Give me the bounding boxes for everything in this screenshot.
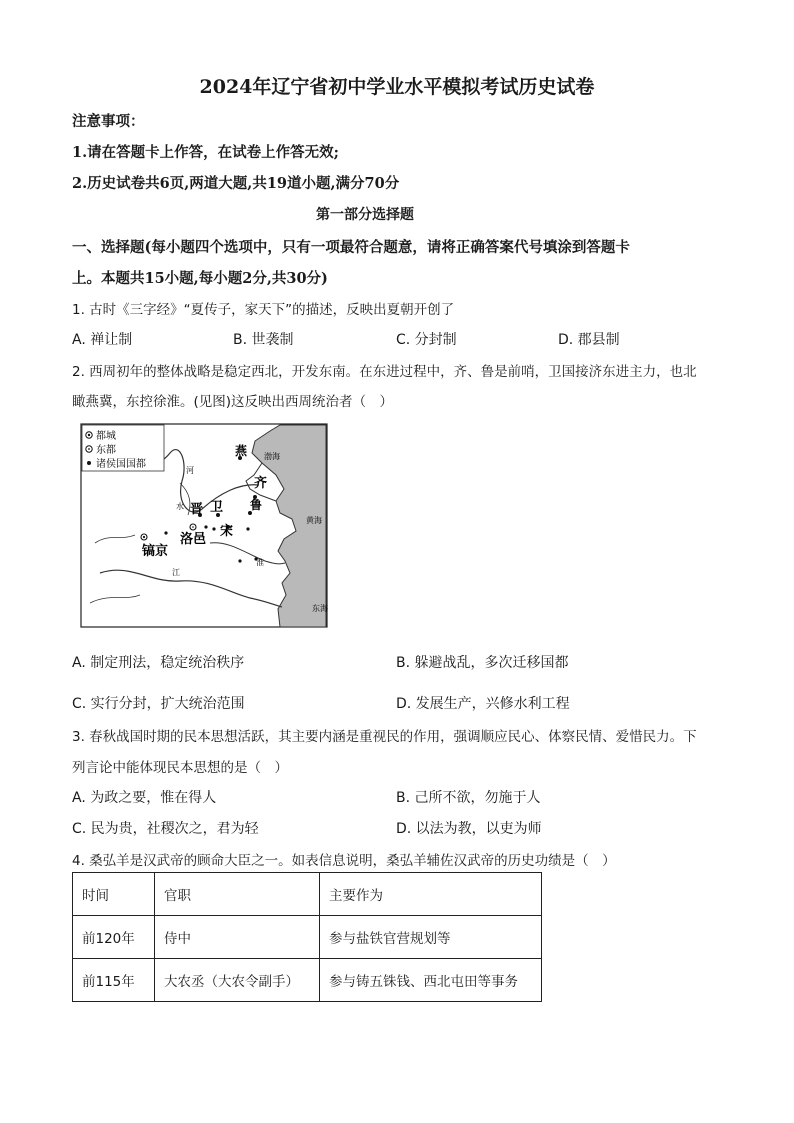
table-cell: 参与铸五铢钱、西北屯田等事务 <box>320 959 542 1002</box>
label-qi: 齐 <box>254 476 268 491</box>
legend-label-vassal: 诸侯国国都 <box>96 459 146 470</box>
table-row <box>73 959 542 1002</box>
section-instruction-2: 上。本题共15小题,每小题2分,共30分) <box>72 270 328 287</box>
label-huanghai: 黄海 <box>306 516 322 525</box>
q2-option-d: D. 发展生产，兴修水利工程 <box>396 696 570 712</box>
q2-option-c: C. 实行分封，扩大统治范围 <box>72 696 245 712</box>
label-luoyi: 洛邑 <box>180 532 207 547</box>
label-bohai: 渤海 <box>264 452 280 461</box>
q3-option-b: B. 己所不欲，勿施于人 <box>396 790 541 806</box>
label-yan: 燕 <box>235 444 248 458</box>
page-title: 2024年辽宁省初中学业水平模拟考试历史试卷 <box>199 76 595 98</box>
label-song: 宋 <box>220 524 234 539</box>
table-cell: 参与盐铁官营规划等 <box>320 916 542 959</box>
table-header: 官职 <box>155 873 320 916</box>
legend-label-east-capital: 东都 <box>96 445 116 456</box>
table-header: 主要作为 <box>320 873 542 916</box>
q1-option-d: D. 郡县制 <box>558 332 620 348</box>
q4-stem: 4. 桑弘羊是汉武帝的顾命大臣之一。如表信息说明，桑弘羊辅佐汉武帝的历史功绩是（ ） <box>72 853 616 869</box>
notice-line-2: 2.历史试卷共6页,两道大题,共19道小题,满分70分 <box>72 175 400 192</box>
label-jiang: 江 <box>172 568 180 577</box>
q2-option-b: B. 躲避战乱，多次迁移国都 <box>396 655 569 671</box>
western-zhou-map <box>80 423 328 628</box>
label-haojing: 镐京 <box>142 544 169 559</box>
table-header-row <box>73 873 542 916</box>
label-huai: 淮 <box>256 558 264 567</box>
label-lu: 鲁 <box>250 498 263 512</box>
label-donghai: 东海 <box>312 604 328 613</box>
q2-stem-line-2: 瞰燕冀，东控徐淮。(见图)这反映出西周统治者（ ） <box>72 394 394 410</box>
q1-stem: 1. 古时《三字经》“夏传子，家天下”的描述，反映出夏朝开创了 <box>72 302 455 318</box>
q1-option-b: B. 世袭制 <box>233 332 294 348</box>
q3-stem-line-1: 3. 春秋战国时期的民本思想活跃，其主要内涵是重视民的作用，强调顺应民心、体察民情、爱惜民力。下 <box>72 729 697 745</box>
table-row <box>73 916 542 959</box>
q4-table <box>72 872 542 1002</box>
q1-option-c: C. 分封制 <box>396 332 457 348</box>
section-instruction-1: 一、选择题(每小题四个选项中，只有一项最符合题意，请将正确答案代号填涂到答题卡 <box>72 239 630 256</box>
q3-option-c: C. 民为贵，社稷次之，君为轻 <box>72 821 259 837</box>
legend-label-capital: 都城 <box>96 431 116 442</box>
notice-heading: 注意事项： <box>72 113 145 130</box>
label-he: 河 <box>186 466 194 475</box>
q3-option-d: D. 以法为教，以吏为师 <box>396 821 542 837</box>
q2-option-a: A. 制定刑法，稳定统治秩序 <box>72 655 245 671</box>
q1-option-a: A. 禅让制 <box>72 332 133 348</box>
table-cell: 前120年 <box>73 916 155 959</box>
table-cell: 前115年 <box>73 959 155 1002</box>
table-header: 时间 <box>73 873 155 916</box>
label-shui: 水 <box>176 502 184 511</box>
legend-vassal-icon <box>87 461 91 465</box>
table-cell: 大农丞（大农令副手） <box>155 959 320 1002</box>
table-cell: 侍中 <box>155 916 320 959</box>
label-wei: 卫 <box>210 500 224 515</box>
q3-stem-line-2: 列言论中能体现民本思想的是（ ） <box>72 760 288 776</box>
q2-stem-line-1: 2. 西周初年的整体战略是稳定西北，开发东南。在东进过程中，齐、鲁是前哨，卫国接济东进主力，也北 <box>72 364 697 380</box>
notice-line-1: 1.请在答题卡上作答，在试卷上作答无效; <box>72 144 339 161</box>
label-jin: 晋 <box>190 502 204 517</box>
q3-option-a: A. 为政之要，惟在得人 <box>72 790 217 806</box>
part-title: 第一部分选择题 <box>316 207 414 223</box>
